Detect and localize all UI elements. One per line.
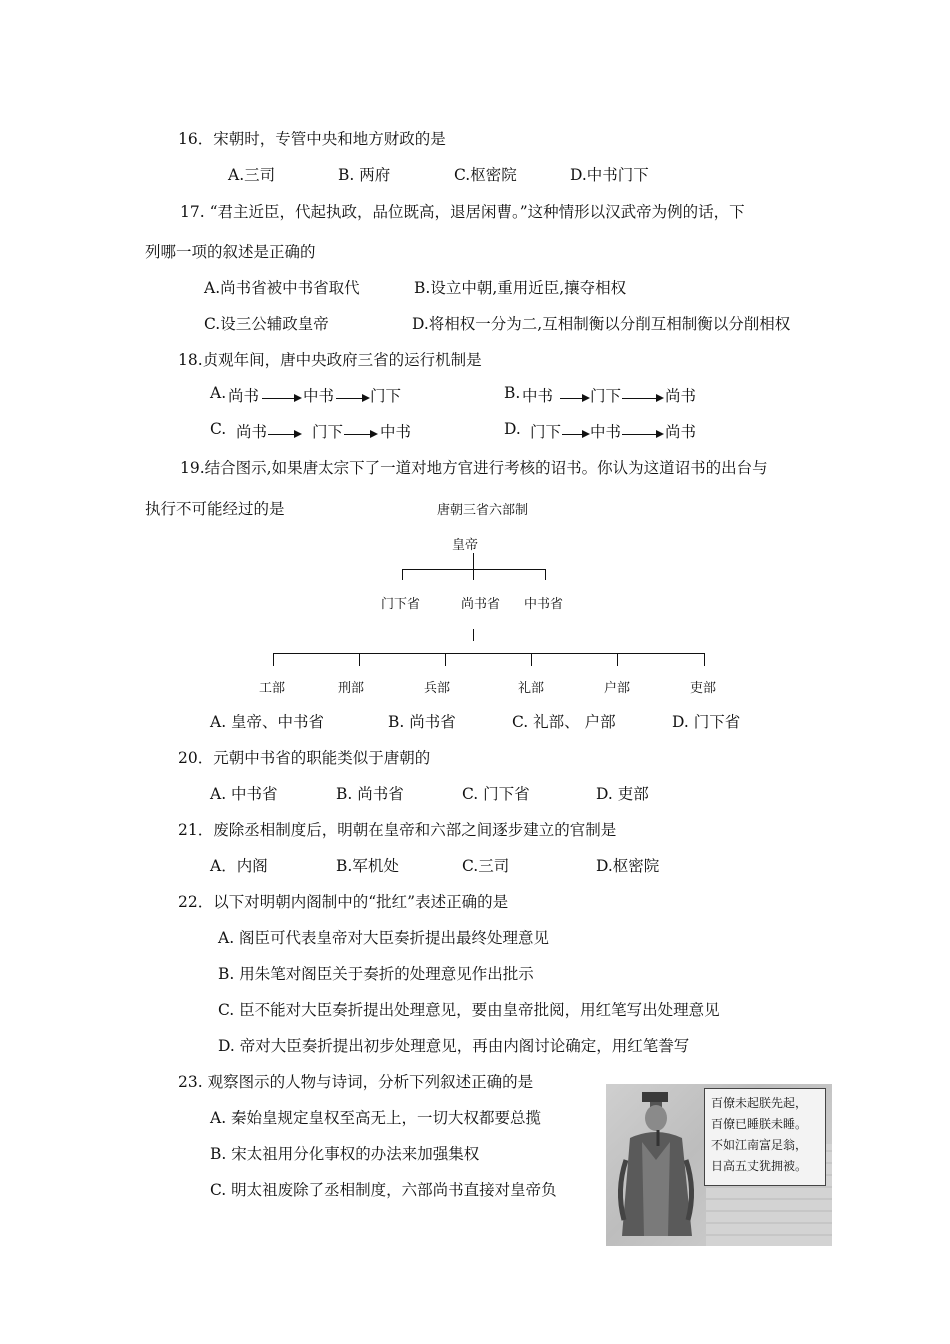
diagram-node-bingbu: 兵部 (424, 681, 451, 696)
q22-option-c: C. 臣不能对大臣奏折提出处理意见，要由皇帝批阅，用红笔写出处理意见 (218, 1001, 720, 1019)
poem-box (704, 1088, 826, 1186)
q17-option-b: B.设立中朝,重用近臣,攘夺相权 (414, 279, 627, 297)
diagram-node-gongbu: 工部 (259, 681, 286, 696)
poem-line: 日高五丈犹拥被。 (711, 1159, 808, 1173)
q19-option-b: B. 尚书省 (388, 713, 456, 731)
arrow-icon (336, 398, 368, 399)
diagram-node-shangshu: 尚书省 (461, 597, 501, 612)
connector-line (473, 629, 474, 641)
q22-option-d: D. 帝对大臣奏折提出初步处理意见，再由内阁讨论确定，用红笔誊写 (218, 1037, 690, 1055)
poem-line: 百僚已睡朕未睡。 (711, 1117, 808, 1131)
q18-option-c-step2: 门下 (312, 423, 344, 441)
q23-option-c: C. 明太祖废除了丞相制度，六部尚书直接对皇帝负 (210, 1181, 557, 1199)
connector-line (545, 569, 546, 580)
q18-option-c-step1: 尚书 (236, 423, 268, 441)
q16-option-d: D.中书门下 (570, 166, 649, 184)
arrow-icon (560, 398, 588, 399)
q19-option-c: C. 礼部、 户部 (512, 713, 616, 731)
question-22-stem: 22．以下对明朝内阁制中的“批红”表述正确的是 (178, 893, 509, 911)
q18-option-b-step3: 尚书 (665, 387, 697, 405)
q18-option-b-step2: 门下 (590, 387, 622, 405)
connector-line (273, 653, 274, 666)
connector-line (359, 653, 360, 666)
q18-option-c-letter: C. (210, 420, 227, 438)
q18-option-d-step1: 门下 (530, 423, 562, 441)
q21-option-d: D.枢密院 (596, 857, 660, 875)
arrow-icon (262, 398, 300, 399)
q18-option-b-letter: B. (504, 384, 521, 402)
connector-line (445, 653, 446, 666)
q16-option-c: C.枢密院 (454, 166, 517, 184)
question-19-stem: 19.结合图示,如果唐太宗下了一道对地方官进行考核的诏书。你认为这道诏书的出台与 (180, 459, 768, 477)
emperor-figure-icon (612, 1090, 702, 1240)
q18-option-d-step3: 尚书 (665, 423, 697, 441)
q17-option-d: D.将相权一分为二,互相制衡以分削互相制衡以分削相权 (412, 315, 791, 333)
arrow-icon (344, 434, 376, 435)
diagram-node-libu-rites: 礼部 (518, 681, 545, 696)
q19-option-d: D. 门下省 (672, 713, 741, 731)
diagram-node-xingbu: 刑部 (338, 681, 365, 696)
poem-line: 百僚未起朕先起， (711, 1096, 808, 1110)
q17-option-c: C.设三公辅政皇帝 (204, 315, 329, 333)
emperor-poem-figure (606, 1084, 832, 1246)
arrow-icon (622, 434, 662, 435)
diagram-node-libu-personnel: 吏部 (690, 681, 717, 696)
diagram-node-emperor: 皇帝 (452, 538, 479, 553)
connector-line (704, 653, 705, 666)
question-17-stem-cont: 列哪一项的叙述是正确的 (145, 243, 316, 261)
q17-option-a: A.尚书省被中书省取代 (204, 279, 360, 297)
diagram-node-hubu: 户部 (604, 681, 631, 696)
arrow-icon (622, 398, 662, 399)
diagram-node-zhongshu: 中书省 (524, 597, 564, 612)
q18-option-a-letter: A. (210, 384, 227, 402)
connector-line (531, 653, 532, 666)
connector-line (402, 569, 546, 570)
question-23-stem: 23. 观察图示的人物与诗词，分析下列叙述正确的是 (178, 1073, 534, 1091)
q20-option-a: A. 中书省 (210, 785, 278, 803)
question-21-stem: 21．废除丞相制度后，明朝在皇帝和六部之间逐步建立的官制是 (178, 821, 617, 839)
q21-option-b: B.军机处 (336, 857, 399, 875)
q16-option-b: B. 两府 (338, 166, 391, 184)
q20-option-b: B. 尚书省 (336, 785, 404, 803)
q19-option-a: A. 皇帝、中书省 (210, 713, 325, 731)
q18-option-c-step3: 中书 (380, 423, 412, 441)
q18-option-d-step2: 中书 (590, 423, 622, 441)
q18-option-b-step1: 中书 (522, 387, 554, 405)
q18-option-d-letter: D. (504, 420, 521, 438)
q21-option-a: A．内阁 (210, 857, 268, 875)
poem-line: 不如江南富足翁， (711, 1138, 808, 1152)
q18-option-a-step1: 尚书 (228, 387, 260, 405)
q20-option-c: C. 门下省 (462, 785, 530, 803)
diagram-title: 唐朝三省六部制 (437, 503, 529, 518)
question-19-stem-cont: 执行不可能经过的是 (145, 500, 285, 518)
question-16-stem: 16．宋朝时，专管中央和地方财政的是 (178, 130, 446, 148)
q18-option-a-step2: 中书 (303, 387, 335, 405)
q22-option-a: A. 阁臣可代表皇帝对大臣奏折提出最终处理意见 (218, 929, 550, 947)
q22-option-b: B. 用朱笔对阁臣关于奏折的处理意见作出批示 (218, 965, 534, 983)
question-18-stem: 18.贞观年间，唐中央政府三省的运行机制是 (178, 351, 482, 369)
arrow-icon (562, 434, 588, 435)
q18-option-a-step3: 门下 (370, 387, 402, 405)
connector-line (473, 569, 474, 580)
question-17-stem: 17. “君主近臣，代起执政，品位既高，退居闲曹。”这种情形以汉武帝为例的话，下 (180, 203, 745, 221)
connector-line (617, 653, 618, 666)
arrow-icon (268, 434, 300, 435)
q16-option-a: A.三司 (228, 166, 276, 184)
connector-line (473, 553, 474, 569)
connector-line (273, 653, 705, 654)
q21-option-c: C.三司 (462, 857, 510, 875)
q23-option-a: A. 秦始皇规定皇权至高无上，一切大权都要总揽 (210, 1109, 542, 1127)
diagram-node-menxia: 门下省 (381, 597, 421, 612)
q20-option-d: D. 吏部 (596, 785, 649, 803)
connector-line (402, 569, 403, 580)
question-20-stem: 20．元朝中书省的职能类似于唐朝的 (178, 749, 431, 767)
q23-option-b: B. 宋太祖用分化事权的办法来加强集权 (210, 1145, 480, 1163)
